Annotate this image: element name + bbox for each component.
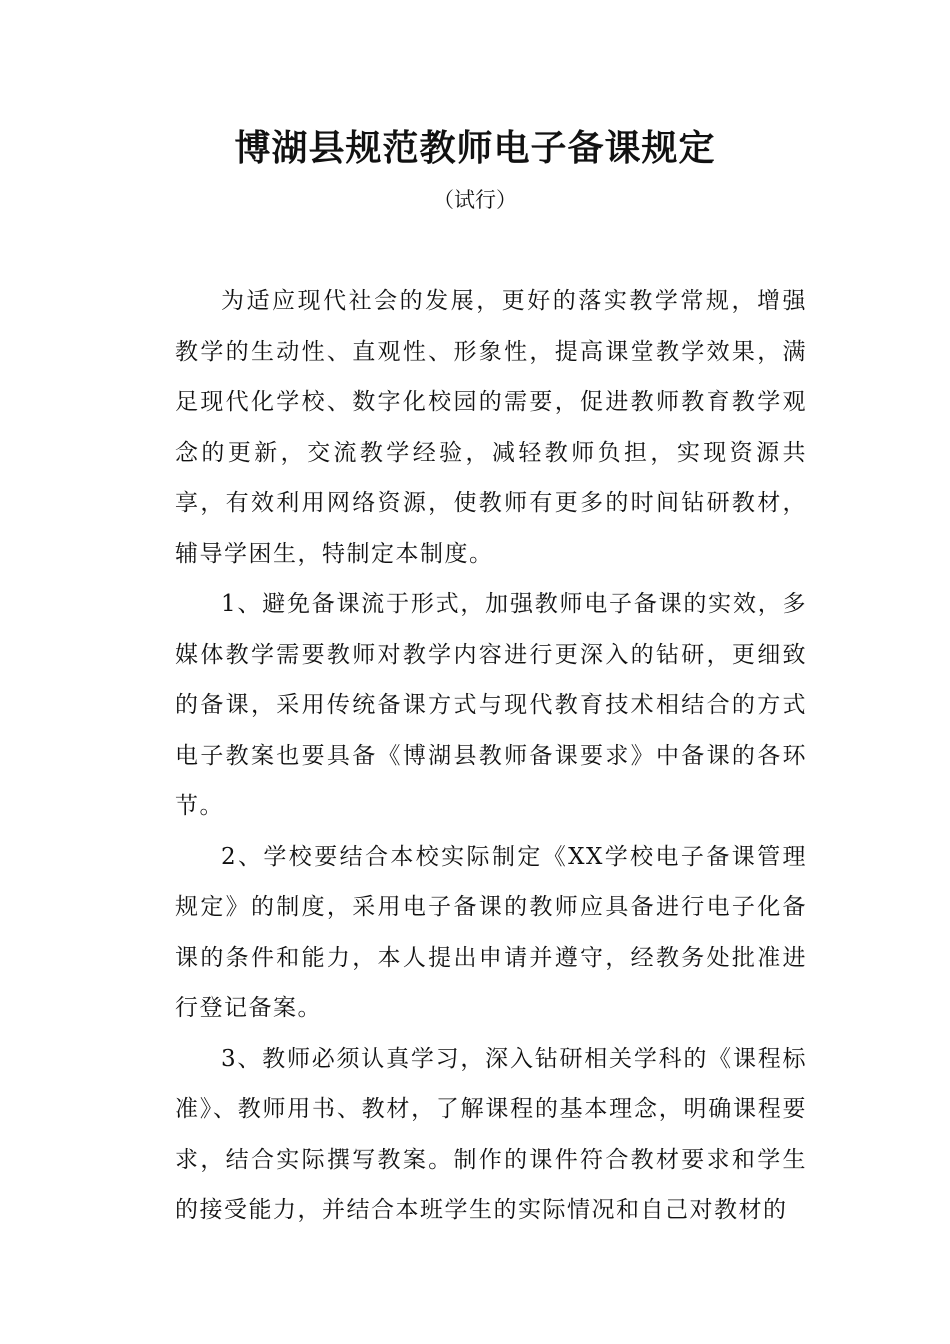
rule-paragraph-1: 1、避免备课流于形式，加强教师电子备课的实效，多媒体教学需要教师对教学内容进行更深入的钻研，更细致的备课，采用传统备课方式与现代教育技术相结合的方式电子教案也要具备《博湖县教师备课要求》中备课的各环节。 [175,591,807,819]
document-subtitle: （试行） [433,188,517,212]
intro-paragraph: 为适应现代社会的发展，更好的落实教学常规，增强教学的生动性、直观性、形象性，提高课堂教学效果，满足现代化学校、数字化校园的需要，促进教师教育教学观念的更新，交流教学经验，减轻教师负担，实现资源共享，有效利用网络资源，使教师有更多的时间钻研教材，辅导学困生，特制定本制度。 [175,288,807,567]
document-title: 博湖县规范教师电子备课规定 [234,127,716,169]
rule-paragraph-3: 3、教师必须认真学习，深入钻研相关学科的《课程标准》、教师用书、教材，了解课程的基本理念，明确课程要求，结合实际撰写教案。制作的课件符合教材要求和学生的接受能力，并结合本班学生的实际情况和自己对教材的 [175,1045,807,1223]
rule-paragraph-2: 2、学校要结合本校实际制定《XX学校电子备课管理规定》的制度，采用电子备课的教师应具备进行电子化备课的条件和能力，本人提出申请并遵守，经教务处批准进行登记备案。 [175,843,807,1021]
document-body [175,276,807,1236]
